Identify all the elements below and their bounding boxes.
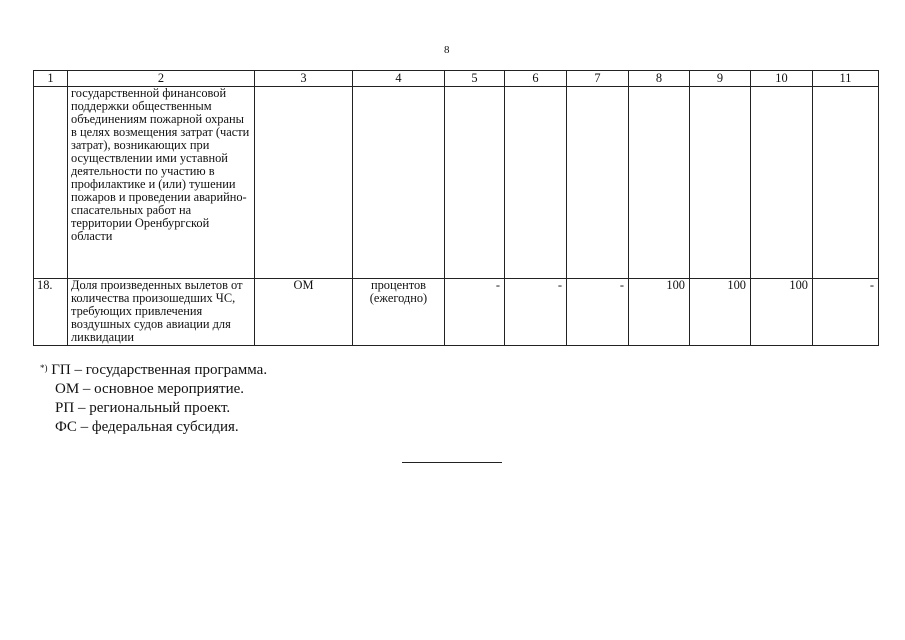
table-cell	[34, 87, 68, 279]
footnote-text: – государственная программа.	[70, 362, 268, 378]
table-header-row	[34, 71, 879, 87]
table-cell: 100	[629, 279, 690, 346]
column-header: 6	[505, 71, 567, 87]
column-header: 3	[255, 71, 353, 87]
table-cell	[445, 87, 505, 279]
column-header: 11	[813, 71, 879, 87]
table-cell: процентов (ежегодно)	[353, 279, 445, 346]
footnote-text: – основное мероприятие.	[79, 381, 245, 397]
column-header: 2	[68, 71, 255, 87]
table-cell	[505, 87, 567, 279]
footnote-item	[40, 380, 267, 399]
table-cell	[813, 87, 879, 279]
column-header: 4	[353, 71, 445, 87]
footnote-abbr: ГП	[51, 362, 71, 378]
table-cell	[751, 87, 813, 279]
table-row	[34, 87, 879, 279]
column-header: 1	[34, 71, 68, 87]
table-cell: Доля произведенных вылетов от количества произошедших ЧС, требующих привлечения воздушных судов авиации для ликвидации	[68, 279, 255, 346]
table-cell	[353, 87, 445, 279]
footnote-marker: *)	[40, 363, 48, 373]
table-cell: -	[505, 279, 567, 346]
footnote-abbr: РП	[55, 400, 75, 416]
table-cell: -	[813, 279, 879, 346]
table-cell: 100	[690, 279, 751, 346]
table-cell: -	[445, 279, 505, 346]
column-header: 8	[629, 71, 690, 87]
table-cell: государственной финансовой поддержки общественным объединениям пожарной охраны в целях возмещения затрат (части затрат), возникающих при осуществлении ими уставной деятельности по участию в профилактике и (или) тушении пожаров и проведении аварийно-спасательных работ на территории Оренбургской области	[68, 87, 255, 279]
end-separator-line	[402, 462, 502, 463]
footnote-item	[40, 361, 267, 380]
table-cell: ОМ	[255, 279, 353, 346]
footnote-item	[40, 399, 267, 418]
footnote-abbr: ФС	[55, 419, 77, 435]
column-header: 7	[567, 71, 629, 87]
footnote-abbr: ОМ	[55, 381, 80, 397]
table-cell	[690, 87, 751, 279]
table-cell	[567, 87, 629, 279]
table-cell: -	[567, 279, 629, 346]
table-row	[34, 279, 879, 346]
table-cell: 18.	[34, 279, 68, 346]
column-header: 9	[690, 71, 751, 87]
footnote-item	[40, 418, 267, 437]
column-header: 10	[751, 71, 813, 87]
table-cell: 100	[751, 279, 813, 346]
footnote-text: – федеральная субсидия.	[76, 419, 239, 435]
column-header: 5	[445, 71, 505, 87]
footnotes	[40, 361, 267, 437]
footnote-text: – региональный проект.	[74, 400, 231, 416]
indicators-table	[33, 70, 879, 346]
table-cell	[629, 87, 690, 279]
table-cell	[255, 87, 353, 279]
page-number: 8	[444, 44, 450, 56]
